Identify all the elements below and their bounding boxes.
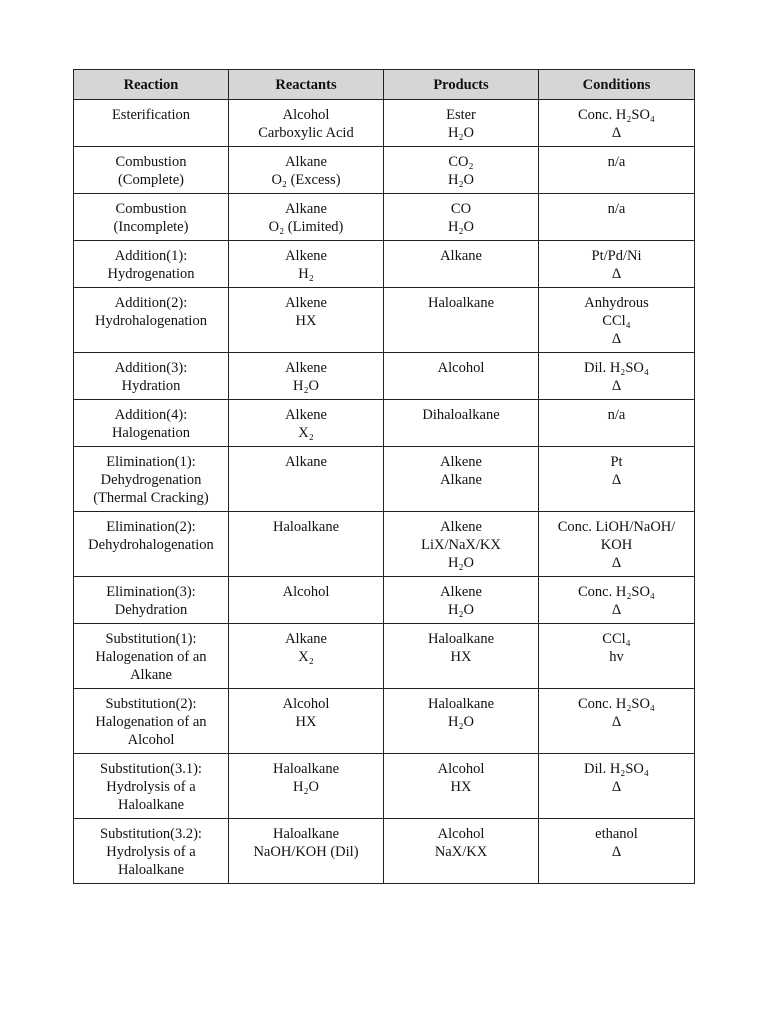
products-line: H₂O bbox=[448, 125, 474, 141]
products-line: H₂O bbox=[448, 714, 474, 730]
cell-reactants bbox=[229, 577, 384, 624]
conditions-line: KOH bbox=[600, 537, 633, 553]
cell-reaction bbox=[74, 624, 229, 689]
cell-conditions bbox=[539, 288, 695, 353]
cell-conditions bbox=[539, 577, 695, 624]
reaction-line: Substitution(2): bbox=[105, 696, 197, 712]
cell-products bbox=[384, 288, 539, 353]
conditions-line: Δ bbox=[611, 378, 622, 394]
products-line: NaX/KX bbox=[434, 844, 488, 860]
table-row bbox=[74, 353, 695, 400]
conditions-line: Anhydrous bbox=[584, 295, 649, 311]
reaction-line: Halogenation bbox=[111, 425, 191, 441]
reaction-line: Elimination(3): bbox=[106, 584, 196, 600]
table-row bbox=[74, 447, 695, 512]
reactants-line: X₂ bbox=[298, 649, 314, 665]
reaction-line: Combustion bbox=[115, 154, 187, 170]
cell-reaction bbox=[74, 577, 229, 624]
products-line: Alkane bbox=[440, 472, 482, 488]
cell-products bbox=[384, 100, 539, 147]
table-row bbox=[74, 754, 695, 819]
reaction-line: (Thermal Cracking) bbox=[93, 490, 209, 506]
conditions-line: CCl₄ bbox=[602, 631, 631, 647]
table-row bbox=[74, 819, 695, 884]
table-row bbox=[74, 689, 695, 754]
reactants-line: HX bbox=[295, 313, 317, 329]
reactants-line: O₂ (Limited) bbox=[268, 219, 344, 235]
cell-products bbox=[384, 353, 539, 400]
reactants-line: HX bbox=[295, 714, 317, 730]
conditions-line: Dil. H₂SO₄ bbox=[584, 761, 649, 777]
conditions-line: Δ bbox=[611, 844, 622, 860]
reaction-line: (Incomplete) bbox=[113, 219, 189, 235]
conditions-line: n/a bbox=[607, 407, 626, 423]
reactants-line: H₂O bbox=[293, 779, 319, 795]
conditions-line: Conc. H₂SO₄ bbox=[578, 584, 655, 600]
table-row bbox=[74, 288, 695, 353]
reaction-line: (Complete) bbox=[117, 172, 185, 188]
reaction-line: Dehydration bbox=[114, 602, 188, 618]
reactants-line: NaOH/KOH (Dil) bbox=[253, 844, 359, 860]
conditions-line: Conc. LiOH/NaOH/ bbox=[557, 519, 676, 535]
products-line: Alkene bbox=[440, 519, 482, 535]
reactants-line: Alcohol bbox=[282, 107, 330, 123]
products-line: H₂O bbox=[448, 602, 474, 618]
conditions-line: Δ bbox=[611, 602, 622, 618]
cell-conditions bbox=[539, 147, 695, 194]
header-conditions: Conditions bbox=[539, 70, 695, 100]
conditions-line: Δ bbox=[611, 472, 622, 488]
conditions-line: n/a bbox=[607, 154, 626, 170]
cell-reaction bbox=[74, 241, 229, 288]
products-line: Alkane bbox=[440, 248, 482, 264]
reactants-line: Alkene bbox=[285, 295, 327, 311]
reactants-line: Haloalkane bbox=[272, 761, 340, 777]
table-row bbox=[74, 194, 695, 241]
cell-conditions bbox=[539, 447, 695, 512]
cell-reactants bbox=[229, 147, 384, 194]
reaction-line: Addition(3): bbox=[114, 360, 188, 376]
cell-products bbox=[384, 194, 539, 241]
table-row bbox=[74, 241, 695, 288]
cell-reactants bbox=[229, 447, 384, 512]
table-header-row bbox=[74, 70, 695, 100]
table-row bbox=[74, 512, 695, 577]
products-line: Ester bbox=[446, 107, 476, 123]
conditions-line: Conc. H₂SO₄ bbox=[578, 107, 655, 123]
table-row bbox=[74, 400, 695, 447]
cell-products bbox=[384, 241, 539, 288]
products-line: H₂O bbox=[448, 219, 474, 235]
reactants-line: Alcohol bbox=[282, 584, 330, 600]
reaction-line: Substitution(1): bbox=[105, 631, 197, 647]
reaction-line: Hydrohalogenation bbox=[95, 313, 207, 329]
products-line: Alcohol bbox=[437, 826, 485, 842]
cell-reactants bbox=[229, 400, 384, 447]
cell-reactants bbox=[229, 288, 384, 353]
reaction-line: Combustion bbox=[115, 201, 187, 217]
table-row bbox=[74, 577, 695, 624]
products-line: LiX/NaX/KX bbox=[421, 537, 501, 553]
cell-reactants bbox=[229, 194, 384, 241]
conditions-line: Conc. H₂SO₄ bbox=[578, 696, 655, 712]
reaction-line: Halogenation of an bbox=[95, 649, 207, 665]
cell-reaction bbox=[74, 512, 229, 577]
reactants-line: Alkane bbox=[285, 631, 327, 647]
header-reactants: Reactants bbox=[229, 70, 384, 100]
cell-conditions bbox=[539, 400, 695, 447]
cell-reaction bbox=[74, 754, 229, 819]
reaction-line: Esterification bbox=[111, 107, 191, 123]
reactants-line: H₂O bbox=[293, 378, 319, 394]
products-line: Dihaloalkane bbox=[422, 407, 500, 423]
cell-products bbox=[384, 819, 539, 884]
conditions-line: Δ bbox=[611, 125, 622, 141]
cell-products bbox=[384, 400, 539, 447]
reaction-line: Hydrolysis of a bbox=[106, 779, 196, 795]
conditions-line: Pt bbox=[610, 454, 623, 470]
cell-conditions bbox=[539, 624, 695, 689]
cell-conditions bbox=[539, 100, 695, 147]
cell-reaction bbox=[74, 288, 229, 353]
reactants-line: Carboxylic Acid bbox=[258, 125, 354, 141]
reaction-line: Hydration bbox=[121, 378, 181, 394]
reaction-line: Haloalkane bbox=[117, 862, 185, 878]
cell-reactants bbox=[229, 819, 384, 884]
reactants-line: X₂ bbox=[298, 425, 314, 441]
cell-reactants bbox=[229, 353, 384, 400]
reaction-line: Addition(1): bbox=[114, 248, 188, 264]
reaction-line: Elimination(2): bbox=[106, 519, 196, 535]
cell-conditions bbox=[539, 689, 695, 754]
cell-reactants bbox=[229, 100, 384, 147]
cell-reaction bbox=[74, 147, 229, 194]
cell-conditions bbox=[539, 353, 695, 400]
products-line: Alcohol bbox=[437, 360, 485, 376]
reactions-table bbox=[73, 69, 695, 884]
products-line: HX bbox=[450, 649, 472, 665]
reactants-line: H₂ bbox=[298, 266, 314, 282]
conditions-line: hv bbox=[609, 649, 624, 665]
cell-products bbox=[384, 624, 539, 689]
reaction-line: Substitution(3.1): bbox=[100, 761, 202, 777]
conditions-line: Δ bbox=[611, 714, 622, 730]
reactants-line: Haloalkane bbox=[272, 826, 340, 842]
cell-products bbox=[384, 147, 539, 194]
conditions-line: CCl₄ bbox=[602, 313, 631, 329]
cell-conditions bbox=[539, 241, 695, 288]
reaction-line: Hydrolysis of a bbox=[106, 844, 196, 860]
products-line: Alkene bbox=[440, 584, 482, 600]
cell-reactants bbox=[229, 512, 384, 577]
table-row bbox=[74, 624, 695, 689]
reactants-line: Alkene bbox=[285, 248, 327, 264]
cell-products bbox=[384, 512, 539, 577]
conditions-line: Pt/Pd/Ni bbox=[591, 248, 642, 264]
cell-reactants bbox=[229, 689, 384, 754]
products-line: Alkene bbox=[440, 454, 482, 470]
conditions-line: n/a bbox=[607, 201, 626, 217]
header-products: Products bbox=[384, 70, 539, 100]
cell-reaction bbox=[74, 819, 229, 884]
cell-products bbox=[384, 577, 539, 624]
reaction-line: Substitution(3.2): bbox=[100, 826, 202, 842]
header-reaction: Reaction bbox=[74, 70, 229, 100]
table-row bbox=[74, 147, 695, 194]
reactants-line: Alcohol bbox=[282, 696, 330, 712]
products-line: Haloalkane bbox=[427, 295, 495, 311]
cell-conditions bbox=[539, 194, 695, 241]
products-line: CO₂ bbox=[448, 154, 474, 170]
cell-conditions bbox=[539, 754, 695, 819]
cell-reactants bbox=[229, 241, 384, 288]
cell-conditions bbox=[539, 819, 695, 884]
cell-reaction bbox=[74, 400, 229, 447]
products-line: HX bbox=[450, 779, 472, 795]
reactants-line: Alkane bbox=[285, 201, 327, 217]
reaction-line: Addition(4): bbox=[114, 407, 188, 423]
products-line: Alcohol bbox=[437, 761, 485, 777]
cell-products bbox=[384, 447, 539, 512]
products-line: H₂O bbox=[448, 172, 474, 188]
reactants-line: Alkane bbox=[285, 454, 327, 470]
reaction-line: Alcohol bbox=[127, 732, 175, 748]
cell-reaction bbox=[74, 353, 229, 400]
cell-reactants bbox=[229, 754, 384, 819]
reaction-line: Halogenation of an bbox=[95, 714, 207, 730]
reactants-line: O₂ (Excess) bbox=[271, 172, 341, 188]
cell-reaction bbox=[74, 447, 229, 512]
reaction-line: Addition(2): bbox=[114, 295, 188, 311]
reaction-line: Dehydrohalogenation bbox=[88, 537, 214, 553]
reaction-line: Alkane bbox=[130, 667, 172, 683]
reaction-line: Hydrogenation bbox=[107, 266, 195, 282]
reactants-line: Alkane bbox=[285, 154, 327, 170]
products-line: H₂O bbox=[448, 555, 474, 571]
conditions-line: ethanol bbox=[595, 826, 638, 842]
conditions-line: Δ bbox=[611, 331, 622, 347]
reactants-line: Haloalkane bbox=[272, 519, 340, 535]
conditions-line: Δ bbox=[611, 266, 622, 282]
reaction-line: Dehydrogenation bbox=[100, 472, 202, 488]
cell-reaction bbox=[74, 100, 229, 147]
cell-reaction bbox=[74, 689, 229, 754]
reactants-line: Alkene bbox=[285, 407, 327, 423]
conditions-line: Δ bbox=[611, 555, 622, 571]
reaction-line: Haloalkane bbox=[117, 797, 185, 813]
products-line: Haloalkane bbox=[427, 631, 495, 647]
reactants-line: Alkene bbox=[285, 360, 327, 376]
cell-reactants bbox=[229, 624, 384, 689]
table-body bbox=[74, 100, 695, 884]
conditions-line: Dil. H₂SO₄ bbox=[584, 360, 649, 376]
reaction-line: Elimination(1): bbox=[106, 454, 196, 470]
cell-products bbox=[384, 689, 539, 754]
products-line: Haloalkane bbox=[427, 696, 495, 712]
cell-products bbox=[384, 754, 539, 819]
cell-reaction bbox=[74, 194, 229, 241]
products-line: CO bbox=[450, 201, 472, 217]
cell-conditions bbox=[539, 512, 695, 577]
conditions-line: Δ bbox=[611, 779, 622, 795]
table-row bbox=[74, 100, 695, 147]
